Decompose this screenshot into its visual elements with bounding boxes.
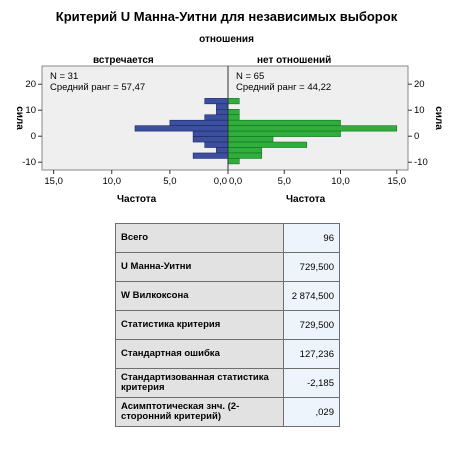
x-tick-label-left: 15,0 [44,176,63,187]
x-tick-label-right: 0,0 [229,176,243,187]
y-tick-label-left: -10 [22,157,36,169]
panel-n-text: N = 65 [236,71,265,82]
x-tick-label-right: 5,0 [277,176,291,187]
bar-left [135,126,228,131]
bar-right [228,98,239,103]
bar-right [228,137,273,142]
stats-value: 127,236 [284,340,340,369]
stats-value: 729,500 [284,253,340,282]
x-tick-label-right: 15,0 [387,176,406,187]
bar-left [216,104,228,109]
stats-label: Всего [116,224,284,253]
bar-left [170,120,228,125]
stats-value: 729,500 [284,311,340,340]
x-tick-label-left: 5,0 [163,176,177,187]
panel-label-left: встречается [93,55,154,66]
x-axis-label-right: Частота [286,194,326,205]
y-tick-label-left: 20 [25,79,36,91]
y-tick-label-right: 0 [414,131,420,143]
stats-value: 2 874,500 [284,282,340,311]
bar-right [228,148,262,153]
stats-row [116,340,340,369]
stats-row [116,253,340,282]
bar-left [205,142,228,147]
stats-row [116,369,340,398]
stats-row [116,398,340,427]
grouping-variable-label: отношения [199,34,254,45]
x-tick-label-left: 0,0 [213,176,227,187]
y-axis-title-right: сила [433,106,444,130]
stats-row [116,282,340,311]
bar-right [228,126,397,131]
y-tick-label-right: -10 [414,157,428,169]
x-tick-label-left: 10,0 [102,176,121,187]
bar-right [228,109,239,114]
statistics-table [115,223,340,427]
stats-value: -2,185 [284,369,340,398]
y-tick-label-left: 10 [25,105,36,117]
x-tick-label-right: 10,0 [331,176,350,187]
pyramid-chart [0,0,453,215]
stats-row [116,224,340,253]
stats-label: Асимптотическая знч. (2-сторонний критерий) [116,398,284,427]
chart-title: Критерий U Манна-Уитни для независимых выборок [55,9,398,24]
panel-n-text: N = 31 [50,71,79,82]
y-tick-label-right: 10 [414,105,425,117]
y-axis-title-left: сила [14,106,25,130]
bar-left [205,98,228,103]
bar-right [228,120,341,125]
bar-right [228,131,341,136]
bar-left [205,115,228,120]
panel-mean-rank-text: Средний ранг = 44,22 [236,82,332,93]
bar-left [216,148,228,153]
panel-label-right: нет отношений [257,55,332,66]
stats-label: U Манна-Уитни [116,253,284,282]
stats-row [116,311,340,340]
y-tick-label-left: 0 [30,131,36,143]
bar-right [228,158,239,163]
bar-right [228,115,239,120]
stats-label: Стандартизованная статистика критерия [116,369,284,398]
bar-left [216,109,228,114]
panel-mean-rank-text: Средний ранг = 57,47 [50,82,146,93]
bar-right [228,153,262,158]
y-tick-label-right: 20 [414,79,425,91]
stats-value: ,029 [284,398,340,427]
x-axis-label-left: Частота [117,194,157,205]
bar-left [193,137,228,142]
bar-left [193,153,228,158]
stats-label: W Вилкоксона [116,282,284,311]
stats-value: 96 [284,224,340,253]
bar-right [228,142,307,147]
stats-label: Статистика критерия [116,311,284,340]
stats-label: Стандартная ошибка [116,340,284,369]
bar-left [193,131,228,136]
